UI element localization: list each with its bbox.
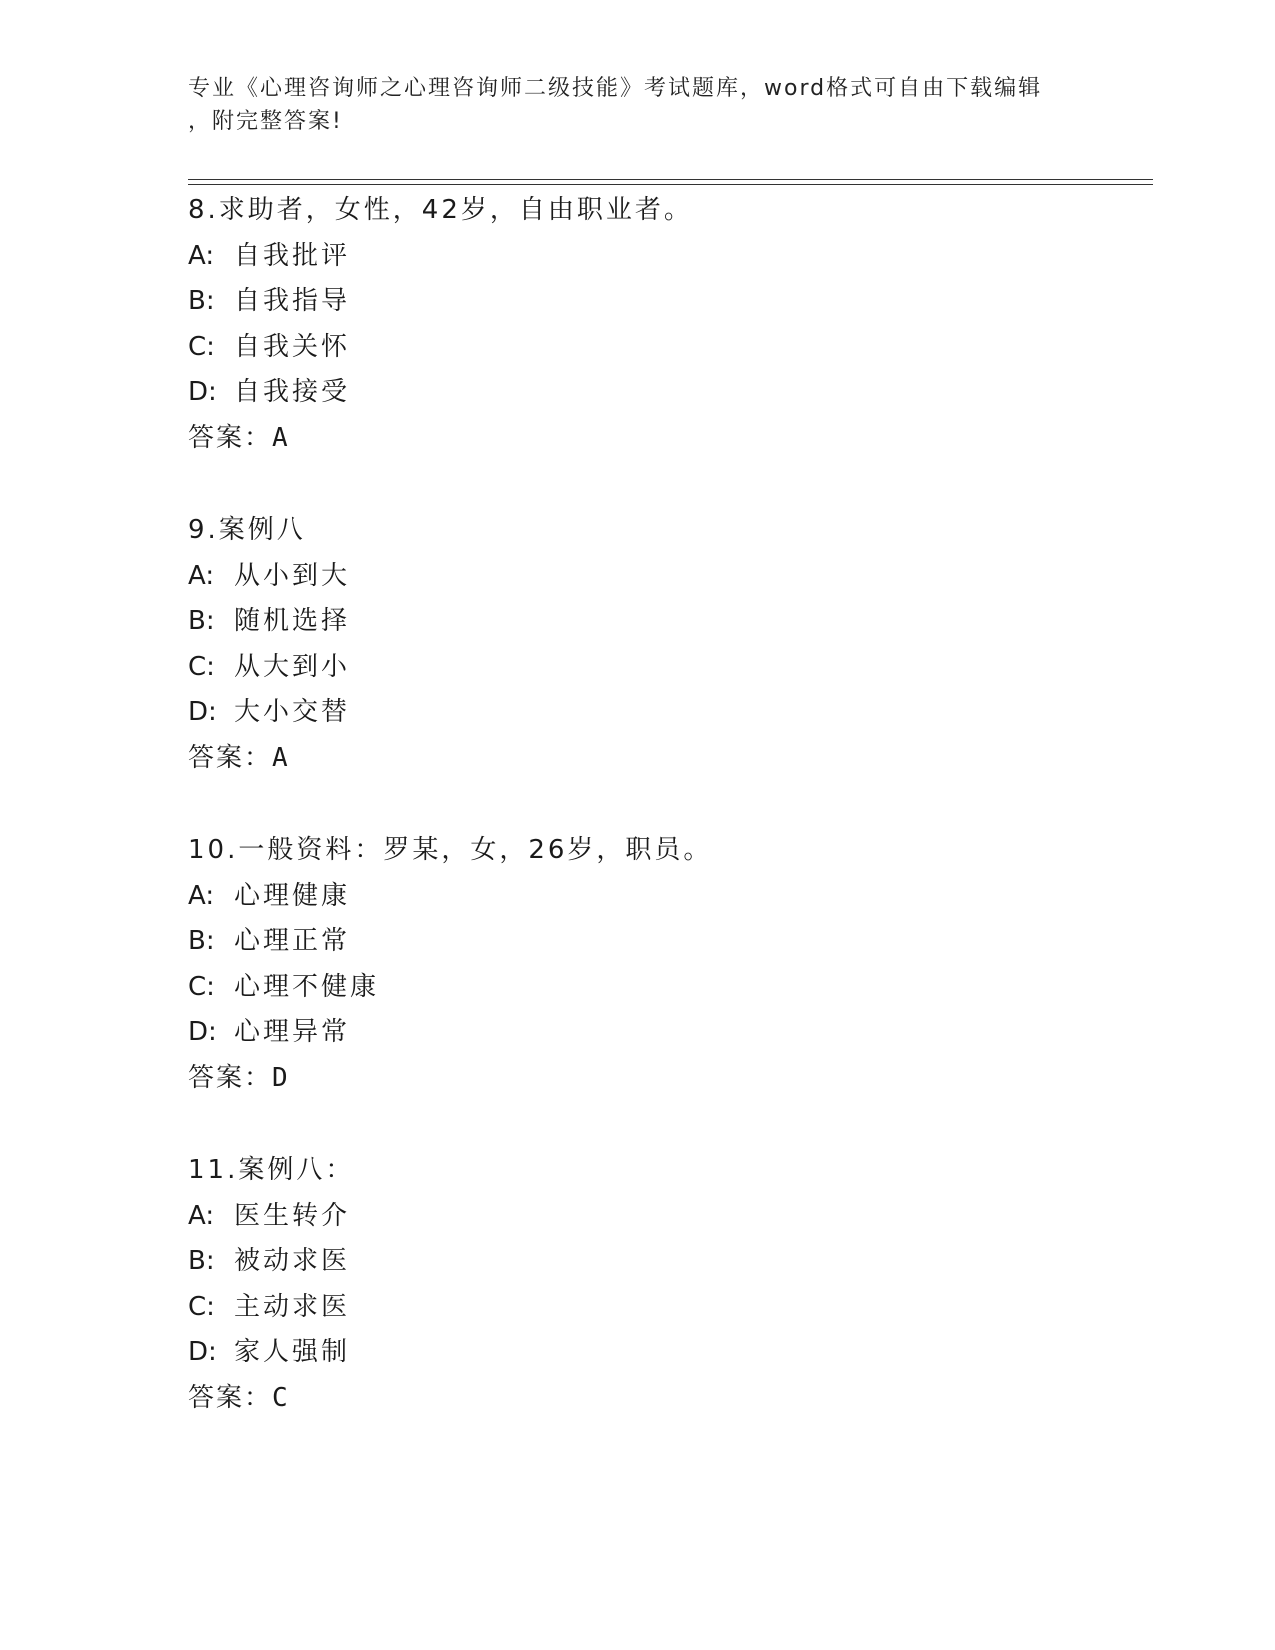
option-b bbox=[188, 599, 1148, 645]
answer-line bbox=[188, 1376, 1148, 1422]
option-letter: A: bbox=[188, 880, 215, 911]
question-list bbox=[188, 188, 1148, 1468]
option-letter: C: bbox=[188, 331, 215, 362]
header-divider-top bbox=[188, 179, 1153, 180]
answer-line bbox=[188, 1056, 1148, 1102]
header-line-2: ，附完整答案! bbox=[188, 109, 343, 134]
option-d bbox=[188, 1010, 1148, 1056]
option-text: 主动求医 bbox=[234, 1291, 351, 1322]
question-item bbox=[188, 508, 1148, 828]
answer-value: A bbox=[272, 422, 288, 453]
option-letter: D: bbox=[188, 1337, 217, 1367]
option-letter: C: bbox=[188, 651, 215, 682]
option-a bbox=[188, 1194, 1148, 1240]
option-text: 心理正常 bbox=[234, 926, 351, 956]
option-text: 被动求医 bbox=[234, 1246, 351, 1276]
question-item bbox=[188, 188, 1148, 508]
option-letter: C: bbox=[188, 971, 215, 1002]
option-d bbox=[188, 690, 1148, 736]
option-letter: D: bbox=[188, 377, 217, 407]
option-b bbox=[188, 1239, 1148, 1285]
option-letter: D: bbox=[188, 697, 217, 727]
option-c bbox=[188, 645, 1148, 691]
option-letter: B: bbox=[188, 606, 215, 636]
option-c bbox=[188, 965, 1148, 1011]
option-c bbox=[188, 325, 1148, 371]
answer-label: 答案： bbox=[188, 742, 273, 773]
answer-line bbox=[188, 416, 1148, 462]
option-letter: A: bbox=[188, 560, 215, 591]
document-header bbox=[188, 72, 1068, 138]
question-stem: 8.求助者，女性，42岁，自由职业者。 bbox=[188, 195, 693, 225]
option-text: 随机选择 bbox=[234, 606, 351, 636]
option-d bbox=[188, 1330, 1148, 1376]
option-text: 自我批评 bbox=[234, 240, 351, 271]
option-letter: B: bbox=[188, 926, 215, 956]
option-a bbox=[188, 554, 1148, 600]
option-text: 心理异常 bbox=[234, 1017, 351, 1047]
answer-line bbox=[188, 736, 1148, 782]
option-b bbox=[188, 919, 1148, 965]
option-letter: D: bbox=[188, 1017, 217, 1047]
question-stem: 9.案例八 bbox=[188, 515, 306, 545]
option-a bbox=[188, 874, 1148, 920]
header-line-1: 专业《心理咨询师之心理咨询师二级技能》考试题库，word格式可自由下载编辑 bbox=[188, 76, 1043, 101]
option-text: 自我指导 bbox=[234, 286, 351, 316]
question-stem: 10.一般资料：罗某，女，26岁，职员。 bbox=[188, 835, 713, 865]
answer-value: D bbox=[272, 1062, 288, 1093]
option-c bbox=[188, 1285, 1148, 1331]
option-letter: B: bbox=[188, 286, 215, 316]
answer-value: A bbox=[272, 742, 288, 773]
option-d bbox=[188, 370, 1148, 416]
header-divider-bottom bbox=[188, 184, 1153, 185]
question-stem: 11.案例八： bbox=[188, 1155, 355, 1185]
option-letter: B: bbox=[188, 1246, 215, 1276]
answer-label: 答案： bbox=[188, 422, 273, 453]
option-b bbox=[188, 279, 1148, 325]
option-a bbox=[188, 234, 1148, 280]
option-text: 医生转介 bbox=[234, 1200, 351, 1231]
question-item bbox=[188, 828, 1148, 1148]
option-text: 自我关怀 bbox=[234, 331, 351, 362]
option-letter: C: bbox=[188, 1291, 215, 1322]
option-text: 心理健康 bbox=[234, 880, 351, 911]
answer-label: 答案： bbox=[188, 1382, 273, 1413]
option-text: 心理不健康 bbox=[234, 971, 380, 1002]
option-text: 自我接受 bbox=[234, 377, 351, 407]
option-text: 从大到小 bbox=[234, 651, 351, 682]
answer-value: C bbox=[272, 1382, 288, 1413]
option-letter: A: bbox=[188, 1200, 215, 1231]
answer-label: 答案： bbox=[188, 1062, 273, 1093]
question-item bbox=[188, 1148, 1148, 1468]
option-text: 从小到大 bbox=[234, 560, 351, 591]
option-text: 家人强制 bbox=[234, 1337, 351, 1367]
option-text: 大小交替 bbox=[234, 697, 351, 727]
option-letter: A: bbox=[188, 240, 215, 271]
